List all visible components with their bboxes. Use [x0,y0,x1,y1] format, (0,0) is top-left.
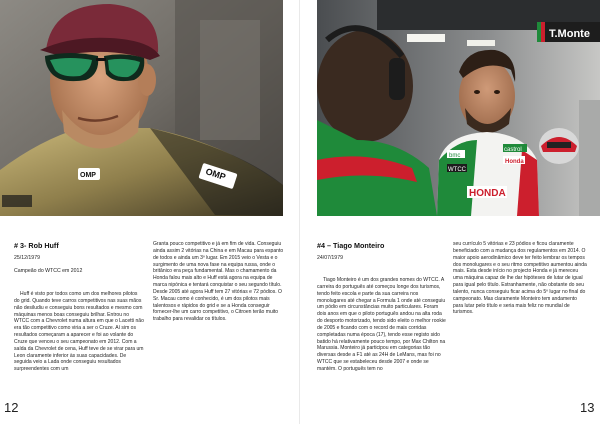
banner-text: T.Monte [549,28,590,40]
page-number: 13 [580,400,595,415]
article-paragraph: seu currículo 5 vitórias e 23 pódios e ficou claramente beneficiado com a mudança dos regulamentos em 2014. O maior apoio aerodinâmico deve ter feito lembrar os tempos dos monolugares e o seu ritmo competitivo aumentou ainda mais. Esta desde início no projecto Honda e já mereceu uma máquina capaz de lhe dar hipóteses de lutar de igual para igual pelo título. Estranhamente, não obstante do seu talento, nunca conseguiu ficar acima do 5º lugar no final do campeonato. Mas claramente Monteiro tem andamento para lutar pelo título e seria mais feliz no mundial de turismos. [453,241,587,316]
driver-title-line: Campeão do WTCC em 2012 [14,268,83,274]
suit-brand-castrol: castrol [504,147,522,153]
collar-brand-omp: OMP [80,172,96,179]
tiago-monteiro-portrait [317,0,600,216]
driver-birthdate: 25/12/1979 [14,255,40,261]
article-column-2 [153,241,286,323]
suit-brand-honda-small: Honda [505,159,524,165]
article-paragraph: Huff é visto por todos como um dos melhores pilotos do grid. Quando teve carros competitivos nas suas mãos não desiludiu e conseguiu bons resultados e mesmo com máquinas menos boas conseguiu brilhar. Entrou no WTCC com a Chevrolet numa altura em que o Lacetti não era tão competitivo como viria a ser o Cruze. Aí sim os resultados começaram a aparecer e foi ao volante do Cruze que venceu o seu campeonato em 2012. Com a saída da Chevrolet de cena, Huff teve de se virar para um Leon claramente inferior às suas capacidades. De seguida veio a Lada onde conseguiu resultados surpreendentes com um [14,291,144,373]
page-number: 12 [4,400,19,415]
suit-brand-wtcc: WTCC [448,167,466,173]
rob-huff-portrait [0,0,283,216]
suit-brand-bmc: bmc [449,153,461,159]
suit-brand-honda: HONDA [469,188,506,199]
article-column-1 [14,291,144,373]
driver-heading: #4 – Tiago Monteiro [317,241,385,250]
driver-birthdate: 24/07/1979 [317,255,343,261]
right-page [300,0,600,424]
article-paragraph: Granta pouco competitivo e já em fim de vida. Conseguiu ainda assim 2 vitórias na China e em Macau para espanto de todos e ainda um 3º lugar. Em 2015 veio o Vesta e o surgimento de uma nova fase na equipa russa, onde o britânico era peça fundamental. Mas o chamamento da Honda falou mais alto e Huff está agora na equipa de marca nipónica e tentará conquistar o seu segundo título. Desde 2005 até agora Huff tem 27 vitórias e 72 pódios. O Sr. Macau como é conhecido, é um dos pilotos mais talentosos e rápidos do grid e se a Honda conseguir fornecer-lhe um carro competitivo, o Citroen terão muito trabalho para revalidar os títulos. [153,241,284,323]
article-column-2 [453,241,587,316]
article-column-1 [317,277,447,373]
driver-heading: # 3- Rob Huff [14,241,59,250]
article-paragraph: Tiago Monteiro é um dos grandes nomes do WTCC. A carreira do português até começou longe dos turismos, tendo feito escola e parte da sua carreira nos monolugares até chegar a Formula 1 onde até conseguiu um pódio em circunstâncias muito particulares. Foram dois anos em que o piloto português andou na alta roda do desporto motorizado, tendo sido eleito o melhor rookie de 2005 e ficando com o record de mais corridas completadas numa época (17), tendo esse registo sido batido há relativamente pouco tempo, por Max Chilton na Marussia. Monteiro já participou em categorias tão diversas desde a F1 até as 24H de LeMans, mas foi no WTCC que se estabeleceu desde 2007 e onde se mantém. O português tem no [317,277,446,372]
photo-tiago-monteiro [317,0,600,216]
photo-rob-huff [0,0,283,216]
suit-brand-omp: OMP [204,166,228,183]
